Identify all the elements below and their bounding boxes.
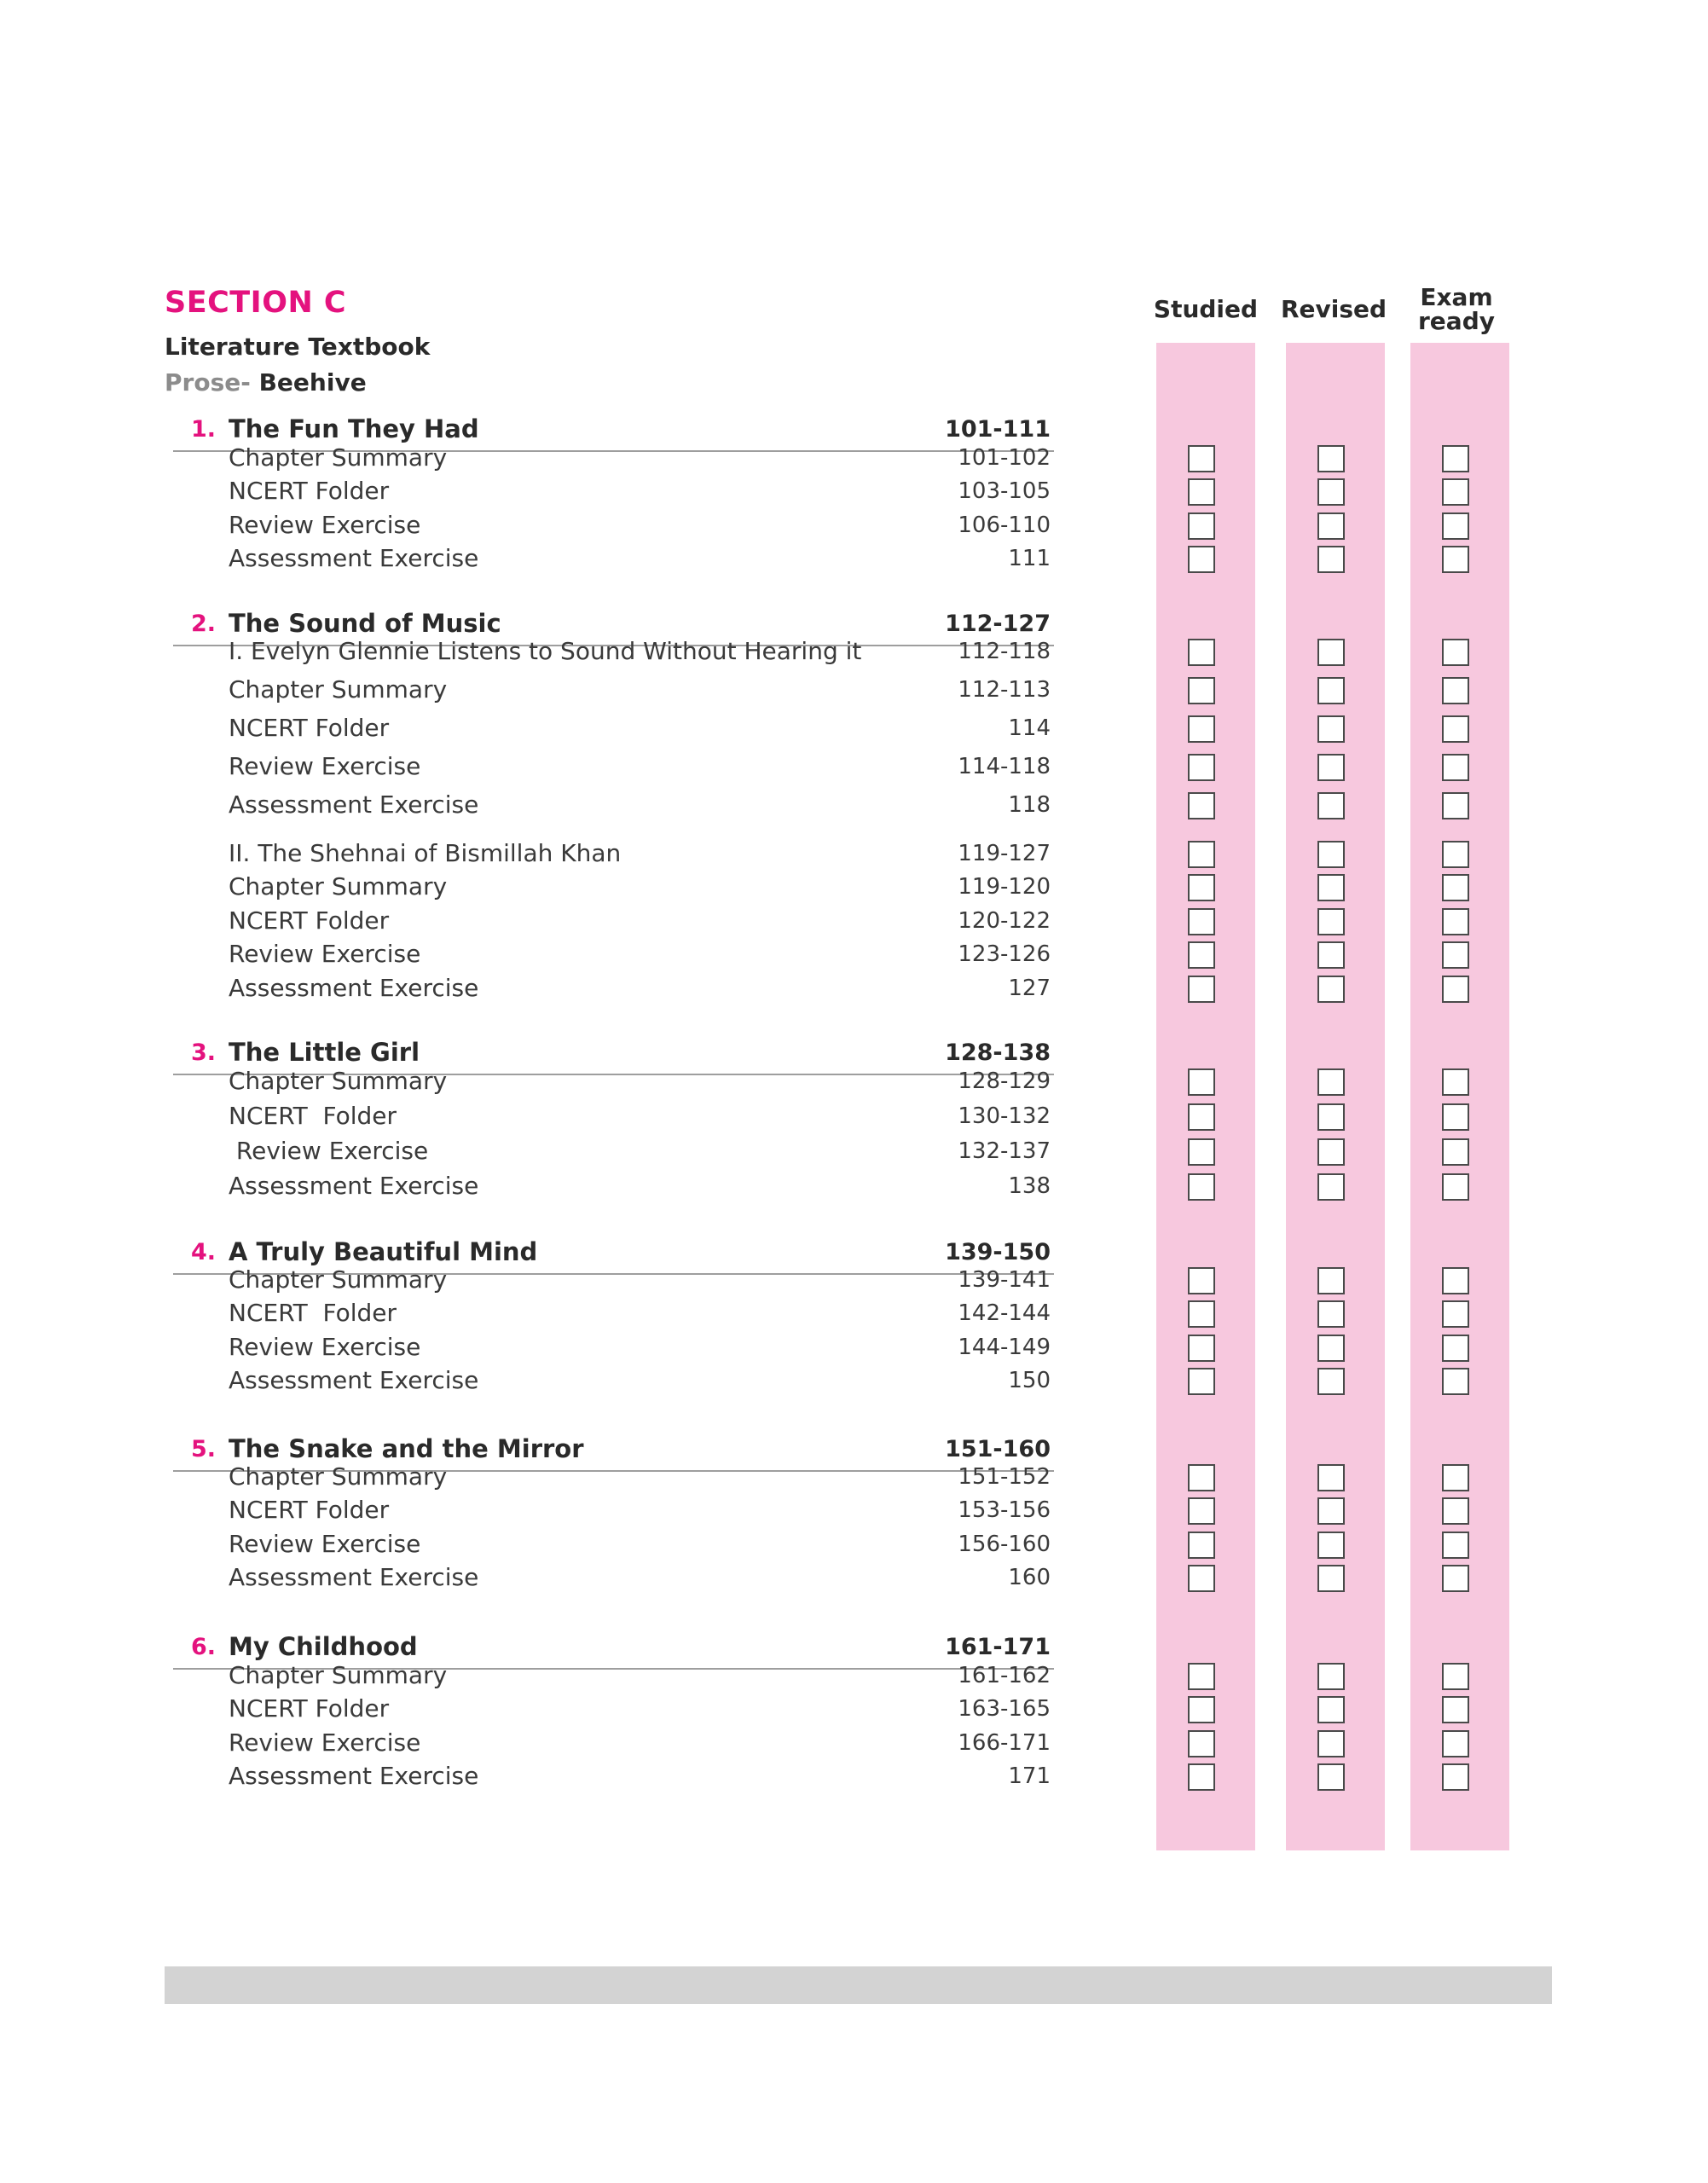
studied-checkbox[interactable] bbox=[1188, 1335, 1215, 1362]
item-page-range: 156-160 bbox=[958, 1532, 1051, 1557]
studied-checkbox[interactable] bbox=[1188, 1532, 1215, 1559]
revised-checkbox[interactable] bbox=[1317, 1464, 1345, 1491]
studied-checkbox[interactable] bbox=[1188, 546, 1215, 573]
studied-checkbox[interactable] bbox=[1188, 445, 1215, 472]
book-title: Beehive bbox=[250, 368, 367, 397]
item-page-range: 118 bbox=[1008, 792, 1051, 818]
exam-ready-checkbox[interactable] bbox=[1442, 639, 1469, 666]
studied-checkbox[interactable] bbox=[1188, 715, 1215, 743]
exam-ready-checkbox[interactable] bbox=[1442, 1138, 1469, 1166]
chapter-number: 1. bbox=[190, 416, 216, 443]
revised-checkbox[interactable] bbox=[1317, 1368, 1345, 1395]
studied-checkbox[interactable] bbox=[1188, 478, 1215, 506]
item-label: Chapter Summary bbox=[229, 675, 448, 704]
exam-ready-checkbox[interactable] bbox=[1442, 1696, 1469, 1723]
item-label: NCERT Folder bbox=[229, 1496, 390, 1524]
exam-ready-checkbox[interactable] bbox=[1442, 1464, 1469, 1491]
chapter-title: The Sound of Music bbox=[229, 609, 501, 638]
chapter-number: 4. bbox=[190, 1239, 216, 1265]
chapter-number: 6. bbox=[190, 1634, 216, 1660]
item-page-range: 142-144 bbox=[958, 1300, 1051, 1326]
studied-checkbox[interactable] bbox=[1188, 1565, 1215, 1592]
item-page-range: 161-162 bbox=[958, 1663, 1051, 1688]
studied-checkbox[interactable] bbox=[1188, 1267, 1215, 1294]
studied-checkbox[interactable] bbox=[1188, 976, 1215, 1003]
studied-checkbox[interactable] bbox=[1188, 908, 1215, 935]
item-label: Chapter Summary bbox=[229, 1462, 448, 1491]
exam-ready-checkbox[interactable] bbox=[1442, 1763, 1469, 1791]
chapter-number: 3. bbox=[190, 1039, 216, 1066]
exam-ready-checkbox[interactable] bbox=[1442, 792, 1469, 819]
exam-ready-checkbox[interactable] bbox=[1442, 841, 1469, 868]
chapter-page-range: 128-138 bbox=[945, 1039, 1051, 1066]
exam-ready-checkbox[interactable] bbox=[1442, 1068, 1469, 1096]
revised-checkbox[interactable] bbox=[1317, 445, 1345, 472]
revised-checkbox[interactable] bbox=[1317, 1532, 1345, 1559]
chapter-page-range: 161-171 bbox=[945, 1634, 1051, 1660]
exam-ready-checkbox[interactable] bbox=[1442, 754, 1469, 781]
item-label: Review Exercise bbox=[229, 1530, 421, 1558]
item-label: Review Exercise bbox=[229, 752, 421, 780]
item-page-range: 171 bbox=[1008, 1763, 1051, 1789]
item-page-range: 153-156 bbox=[958, 1497, 1051, 1523]
revised-checkbox[interactable] bbox=[1317, 792, 1345, 819]
item-label: Assessment Exercise bbox=[229, 790, 479, 819]
item-label: Assessment Exercise bbox=[229, 1762, 479, 1790]
exam-ready-checkbox[interactable] bbox=[1442, 1497, 1469, 1525]
column-header-revised: Revised bbox=[1280, 295, 1387, 323]
revised-checkbox[interactable] bbox=[1317, 1267, 1345, 1294]
exam-ready-checkbox[interactable] bbox=[1442, 908, 1469, 935]
exam-ready-checkbox[interactable] bbox=[1442, 941, 1469, 969]
revised-checkbox[interactable] bbox=[1317, 1173, 1345, 1201]
studied-checkbox[interactable] bbox=[1188, 1300, 1215, 1328]
exam-ready-checkbox[interactable] bbox=[1442, 512, 1469, 540]
studied-checkbox[interactable] bbox=[1188, 1068, 1215, 1096]
revised-checkbox[interactable] bbox=[1317, 841, 1345, 868]
item-label: Review Exercise bbox=[229, 1333, 421, 1361]
item-page-range: 132-137 bbox=[958, 1138, 1051, 1164]
exam-ready-checkbox[interactable] bbox=[1442, 1532, 1469, 1559]
item-label: Review Exercise bbox=[229, 1137, 429, 1165]
exam-ready-checkbox[interactable] bbox=[1442, 478, 1469, 506]
item-page-range: 112-113 bbox=[958, 677, 1051, 703]
revised-checkbox[interactable] bbox=[1317, 639, 1345, 666]
revised-checkbox[interactable] bbox=[1317, 976, 1345, 1003]
chapter-title: The Snake and the Mirror bbox=[229, 1434, 584, 1463]
studied-checkbox[interactable] bbox=[1188, 1497, 1215, 1525]
item-label: NCERT Folder bbox=[229, 714, 390, 742]
item-label: NCERT Folder bbox=[229, 477, 390, 505]
item-label: Assessment Exercise bbox=[229, 1172, 479, 1200]
item-page-range: 120-122 bbox=[958, 908, 1051, 934]
item-page-range: 128-129 bbox=[958, 1068, 1051, 1094]
revised-checkbox[interactable] bbox=[1317, 1696, 1345, 1723]
revised-checkbox[interactable] bbox=[1317, 478, 1345, 506]
exam-ready-checkbox[interactable] bbox=[1442, 1103, 1469, 1131]
item-label: NCERT Folder bbox=[229, 1102, 397, 1130]
revised-checkbox[interactable] bbox=[1317, 908, 1345, 935]
studied-checkbox[interactable] bbox=[1188, 941, 1215, 969]
revised-checkbox[interactable] bbox=[1317, 1763, 1345, 1791]
chapter-number: 5. bbox=[190, 1436, 216, 1462]
chapter-page-range: 139-150 bbox=[945, 1239, 1051, 1265]
exam-ready-checkbox[interactable] bbox=[1442, 1335, 1469, 1362]
item-page-range: 166-171 bbox=[958, 1730, 1051, 1756]
revised-checkbox[interactable] bbox=[1317, 1730, 1345, 1757]
revised-checkbox[interactable] bbox=[1317, 1335, 1345, 1362]
revised-checkbox[interactable] bbox=[1317, 1103, 1345, 1131]
item-label: NCERT Folder bbox=[229, 906, 390, 935]
studied-checkbox[interactable] bbox=[1188, 1138, 1215, 1166]
item-page-range: 111 bbox=[1008, 546, 1051, 571]
item-label: Assessment Exercise bbox=[229, 1563, 479, 1591]
studied-checkbox[interactable] bbox=[1188, 754, 1215, 781]
studied-checkbox[interactable] bbox=[1188, 841, 1215, 868]
exam-ready-checkbox[interactable] bbox=[1442, 1663, 1469, 1690]
studied-checkbox[interactable] bbox=[1188, 1103, 1215, 1131]
revised-checkbox[interactable] bbox=[1317, 1663, 1345, 1690]
item-page-range: 130-132 bbox=[958, 1103, 1051, 1129]
item-page-range: 123-126 bbox=[958, 941, 1051, 967]
item-page-range: 139-141 bbox=[958, 1267, 1051, 1293]
exam-ready-checkbox[interactable] bbox=[1442, 1300, 1469, 1328]
item-label: Chapter Summary bbox=[229, 443, 448, 472]
column-header-exam-ready: Exam ready bbox=[1418, 283, 1495, 335]
exam-ready-checkbox[interactable] bbox=[1442, 874, 1469, 901]
column-header-studied: Studied bbox=[1153, 295, 1259, 323]
prose-book-line bbox=[165, 368, 367, 397]
footer-bar bbox=[165, 1966, 1552, 2004]
item-page-range: 127 bbox=[1008, 976, 1051, 1001]
item-page-range: 114 bbox=[1008, 715, 1051, 741]
item-page-range: 103-105 bbox=[958, 478, 1051, 504]
item-label: Chapter Summary bbox=[229, 1661, 448, 1689]
item-label: NCERT Folder bbox=[229, 1299, 397, 1327]
chapter-number: 2. bbox=[190, 611, 216, 637]
studied-checkbox[interactable] bbox=[1188, 1173, 1215, 1201]
item-page-range: 144-149 bbox=[958, 1335, 1051, 1360]
exam-ready-checkbox[interactable] bbox=[1442, 677, 1469, 704]
revised-checkbox[interactable] bbox=[1317, 1565, 1345, 1592]
item-page-range: 150 bbox=[1008, 1368, 1051, 1393]
studied-checkbox[interactable] bbox=[1188, 874, 1215, 901]
revised-checkbox[interactable] bbox=[1317, 512, 1345, 540]
item-page-range: 163-165 bbox=[958, 1696, 1051, 1722]
studied-checkbox[interactable] bbox=[1188, 1763, 1215, 1791]
item-page-range: 119-127 bbox=[958, 841, 1051, 866]
item-label: I. Evelyn Glennie Listens to Sound Without Hearing it bbox=[229, 637, 862, 665]
chapter-title: A Truly Beautiful Mind bbox=[229, 1237, 538, 1266]
item-label: Assessment Exercise bbox=[229, 974, 479, 1002]
item-page-range: 151-152 bbox=[958, 1464, 1051, 1490]
exam-ready-checkbox[interactable] bbox=[1442, 1173, 1469, 1201]
item-label: II. The Shehnai of Bismillah Khan bbox=[229, 839, 622, 867]
item-page-range: 160 bbox=[1008, 1565, 1051, 1590]
revised-checkbox[interactable] bbox=[1317, 1300, 1345, 1328]
subject-title: Literature Textbook bbox=[165, 333, 431, 361]
revised-checkbox[interactable] bbox=[1317, 874, 1345, 901]
item-page-range: 112-118 bbox=[958, 639, 1051, 664]
exam-ready-checkbox[interactable] bbox=[1442, 445, 1469, 472]
studied-checkbox[interactable] bbox=[1188, 1696, 1215, 1723]
prose-label: Prose- bbox=[165, 368, 251, 397]
studied-checkbox[interactable] bbox=[1188, 1368, 1215, 1395]
revised-checkbox[interactable] bbox=[1317, 715, 1345, 743]
studied-checkbox[interactable] bbox=[1188, 512, 1215, 540]
item-label: Chapter Summary bbox=[229, 1265, 448, 1294]
studied-checkbox[interactable] bbox=[1188, 677, 1215, 704]
item-page-range: 114-118 bbox=[958, 754, 1051, 779]
chapter-page-range: 151-160 bbox=[945, 1436, 1051, 1462]
exam-ready-checkbox[interactable] bbox=[1442, 1267, 1469, 1294]
chapter-page-range: 112-127 bbox=[945, 611, 1051, 637]
item-label: Chapter Summary bbox=[229, 872, 448, 900]
revised-checkbox[interactable] bbox=[1317, 1068, 1345, 1096]
chapter-title: My Childhood bbox=[229, 1632, 418, 1661]
item-label: Review Exercise bbox=[229, 940, 421, 968]
chapter-page-range: 101-111 bbox=[945, 416, 1051, 443]
exam-ready-checkbox[interactable] bbox=[1442, 1565, 1469, 1592]
item-label: Review Exercise bbox=[229, 511, 421, 539]
chapter-title: The Fun They Had bbox=[229, 414, 479, 443]
studied-checkbox[interactable] bbox=[1188, 792, 1215, 819]
item-label: Review Exercise bbox=[229, 1728, 421, 1757]
item-page-range: 138 bbox=[1008, 1173, 1051, 1199]
exam-ready-checkbox[interactable] bbox=[1442, 715, 1469, 743]
exam-ready-checkbox[interactable] bbox=[1442, 976, 1469, 1003]
revised-checkbox[interactable] bbox=[1317, 677, 1345, 704]
exam-ready-checkbox[interactable] bbox=[1442, 546, 1469, 573]
revised-checkbox[interactable] bbox=[1317, 754, 1345, 781]
section-title: SECTION C bbox=[165, 286, 347, 320]
item-label: Chapter Summary bbox=[229, 1067, 448, 1095]
studied-checkbox[interactable] bbox=[1188, 639, 1215, 666]
revised-checkbox[interactable] bbox=[1317, 1497, 1345, 1525]
revised-checkbox[interactable] bbox=[1317, 546, 1345, 573]
studied-checkbox[interactable] bbox=[1188, 1663, 1215, 1690]
revised-checkbox[interactable] bbox=[1317, 1138, 1345, 1166]
item-label: Assessment Exercise bbox=[229, 1366, 479, 1394]
revised-checkbox[interactable] bbox=[1317, 941, 1345, 969]
item-label: NCERT Folder bbox=[229, 1694, 390, 1723]
chapter-title: The Little Girl bbox=[229, 1038, 420, 1067]
exam-ready-checkbox[interactable] bbox=[1442, 1368, 1469, 1395]
item-page-range: 101-102 bbox=[958, 445, 1051, 471]
item-label: Assessment Exercise bbox=[229, 544, 479, 572]
studied-checkbox[interactable] bbox=[1188, 1730, 1215, 1757]
studied-checkbox[interactable] bbox=[1188, 1464, 1215, 1491]
item-page-range: 119-120 bbox=[958, 874, 1051, 900]
item-page-range: 106-110 bbox=[958, 512, 1051, 538]
exam-ready-checkbox[interactable] bbox=[1442, 1730, 1469, 1757]
